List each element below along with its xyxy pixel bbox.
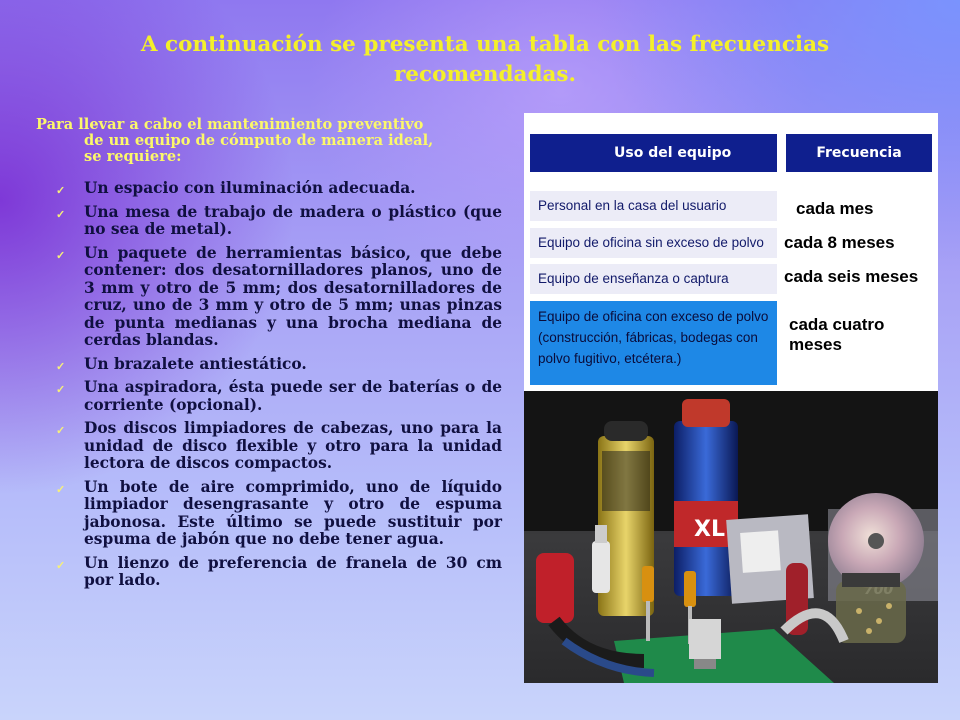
check-icon: ✓	[56, 482, 66, 496]
table-row-uso: Equipo de oficina sin exceso de polvo	[530, 228, 777, 258]
uso-line-3: polvo fugitivo, etcétera.)	[538, 351, 682, 366]
tools-photo	[524, 391, 938, 683]
list-item-text: Dos discos limpiadores de cabezas, uno para la unidad de disco flexible y otro para la unidad lectora de discos compactos.	[84, 419, 502, 472]
check-icon: ✓	[56, 424, 66, 437]
table-row-uso: Personal en la casa del usuario	[530, 191, 777, 221]
list-item	[56, 555, 502, 590]
slide-title: A continuación se presenta una tabla con las frecuencias recomendadas.	[140, 32, 830, 87]
intro-line-3: se requiere:	[84, 148, 182, 165]
uso-line-1: Equipo de oficina con exceso de polvo	[538, 309, 769, 324]
list-item-text: Un espacio con iluminación adecuada.	[84, 179, 416, 197]
check-icon: ✓	[56, 207, 66, 221]
list-item-text: Un brazalete antiestático.	[84, 354, 307, 373]
table-header-uso: Uso del equipo	[530, 134, 777, 172]
list-item-text: Un lienzo de preferencia de franela de 30 cm por lado.	[84, 553, 502, 589]
can-label-xl: XL	[694, 517, 725, 542]
list-item	[56, 245, 502, 350]
intro-line-1: Para llevar a cabo el mantenimiento preventivo	[36, 116, 424, 133]
uso-line-2: (construcción, fábricas, bodegas con	[538, 330, 758, 345]
list-item-text: Una aspiradora, ésta puede ser de baterías o de corriente (opcional).	[84, 378, 502, 414]
check-icon: ✓	[56, 558, 66, 572]
check-icon: ✓	[56, 184, 66, 197]
intro-line-2: de un equipo de cómputo de manera ideal,	[84, 132, 434, 149]
table-row-frecuencia: cada seis meses	[784, 267, 919, 286]
table-row-frecuencia: cada 8 meses	[784, 233, 895, 252]
table-header-frecuencia: Frecuencia	[786, 134, 932, 172]
list-item-text: Una mesa de trabajo de madera o plástico (que no sea de metal).	[84, 202, 502, 238]
list-item	[56, 420, 502, 473]
requirements-list	[56, 180, 502, 596]
list-item	[56, 180, 502, 198]
frequency-table	[524, 113, 938, 391]
list-item	[56, 479, 502, 549]
table-row-frecuencia: cada cuatro meses	[789, 315, 885, 354]
list-item	[56, 379, 502, 414]
check-icon: ✓	[56, 248, 66, 262]
list-item-text: Un bote de aire comprimido, uno de líquido limpiador desengrasante y otro de espuma jabonosa. Este último se puede sustituir por espuma de jabón que no debe tener agua.	[84, 477, 502, 548]
table-row-uso-highlighted	[530, 301, 777, 385]
list-item-text: Un paquete de herramientas básico, que debe contener: dos desatornilladores planos, uno de 3 mm y otro de 5 mm; dos desatornilladores de cruz, uno de 3 mm y otro de 5 mm; unas pinzas de punta medianas y una brocha mediana de cerdas blandas.	[84, 243, 502, 349]
check-icon: ✓	[56, 383, 66, 396]
tools-photo-illustration	[524, 391, 938, 683]
table-row-frecuencia: cada mes	[796, 199, 874, 218]
intro-paragraph	[36, 117, 502, 165]
list-item	[56, 356, 502, 374]
list-item	[56, 204, 502, 239]
table-row-uso: Equipo de enseñanza o captura	[530, 264, 777, 294]
check-icon: ✓	[56, 359, 66, 373]
